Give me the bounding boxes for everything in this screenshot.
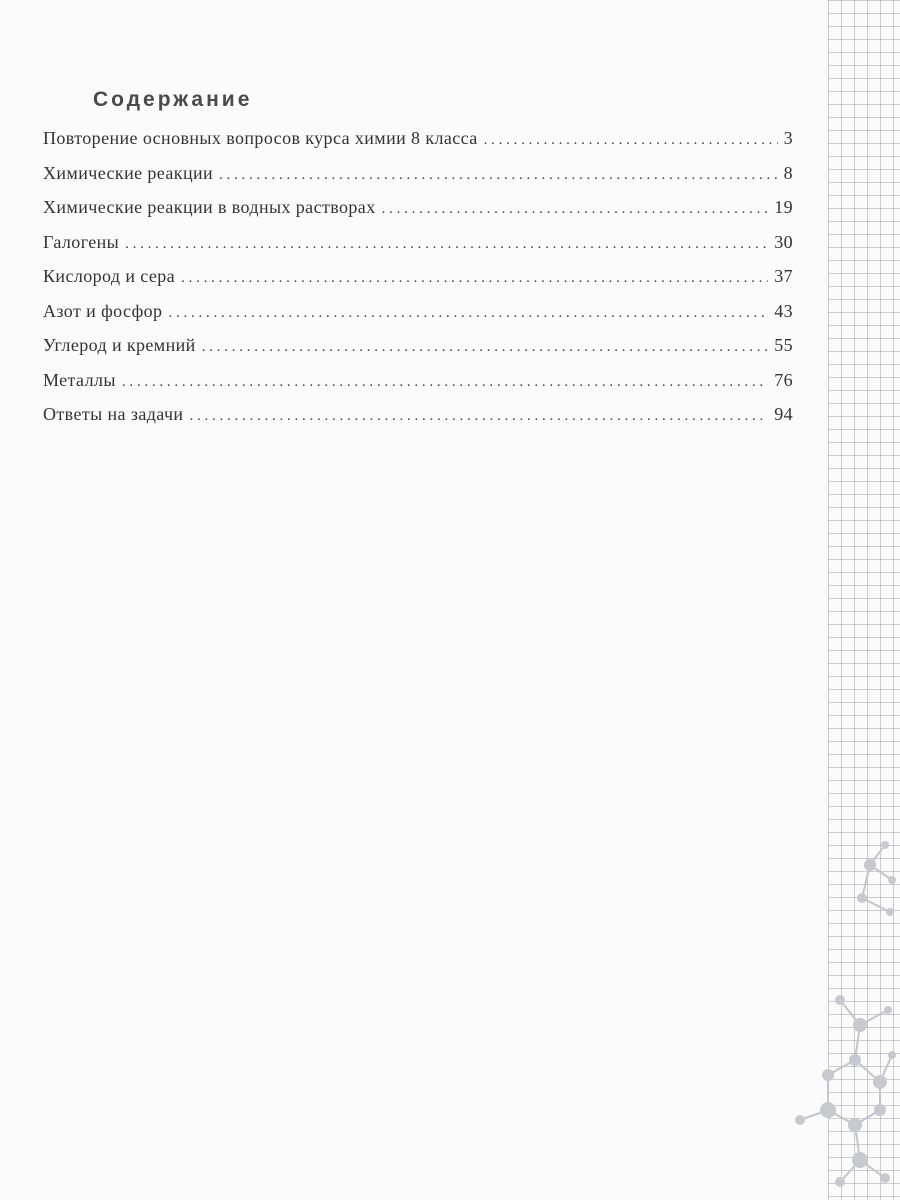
toc-dot-leader <box>181 270 768 287</box>
toc-entry-page: 30 <box>774 231 793 252</box>
toc-dot-leader <box>122 374 768 391</box>
toc-entry-label: Химические реакции в водных растворах <box>43 197 376 217</box>
toc-dot-leader <box>219 167 778 184</box>
toc-entry-page: 43 <box>774 300 793 321</box>
toc-entry-label: Галогены <box>43 231 120 252</box>
toc-entry-label: Кислород и сера <box>43 266 176 286</box>
toc-entry-label: Ответы на задачи <box>43 404 184 424</box>
toc-list <box>43 128 793 439</box>
toc-dot-leader <box>484 132 778 149</box>
toc-entry[interactable] <box>43 128 793 163</box>
toc-entry-label: Химические реакции <box>43 162 214 183</box>
toc-entry-page: 94 <box>774 404 793 424</box>
toc-dot-leader <box>202 339 768 356</box>
toc-entry[interactable] <box>43 266 793 301</box>
molecule-icon <box>780 820 900 1200</box>
toc-entry[interactable] <box>43 404 793 439</box>
toc-entry[interactable] <box>43 370 793 405</box>
toc-entry[interactable] <box>43 232 793 267</box>
toc-entry-page: 55 <box>774 335 793 355</box>
toc-entry-label: Азот и фосфор <box>43 300 163 321</box>
toc-title: Содержание <box>93 88 253 111</box>
toc-entry-label: Повторение основных вопросов курса химии 8 класса <box>43 128 478 148</box>
toc-entry-page: 37 <box>774 266 793 286</box>
toc-entry-page: 8 <box>783 162 793 183</box>
toc-entry-page: 19 <box>774 197 793 217</box>
toc-entry-page: 3 <box>783 128 793 148</box>
toc-entry-page: 76 <box>774 369 793 390</box>
toc-entry[interactable] <box>43 197 793 232</box>
toc-dot-leader <box>382 201 769 218</box>
toc-entry-label: Углерод и кремний <box>43 335 196 355</box>
toc-dot-leader <box>125 236 768 253</box>
toc-entry-label: Металлы <box>43 369 116 390</box>
toc-entry[interactable] <box>43 335 793 370</box>
toc-entry[interactable] <box>43 163 793 198</box>
toc-dot-leader <box>189 408 768 425</box>
toc-entry[interactable] <box>43 301 793 336</box>
toc-dot-leader <box>168 305 768 322</box>
